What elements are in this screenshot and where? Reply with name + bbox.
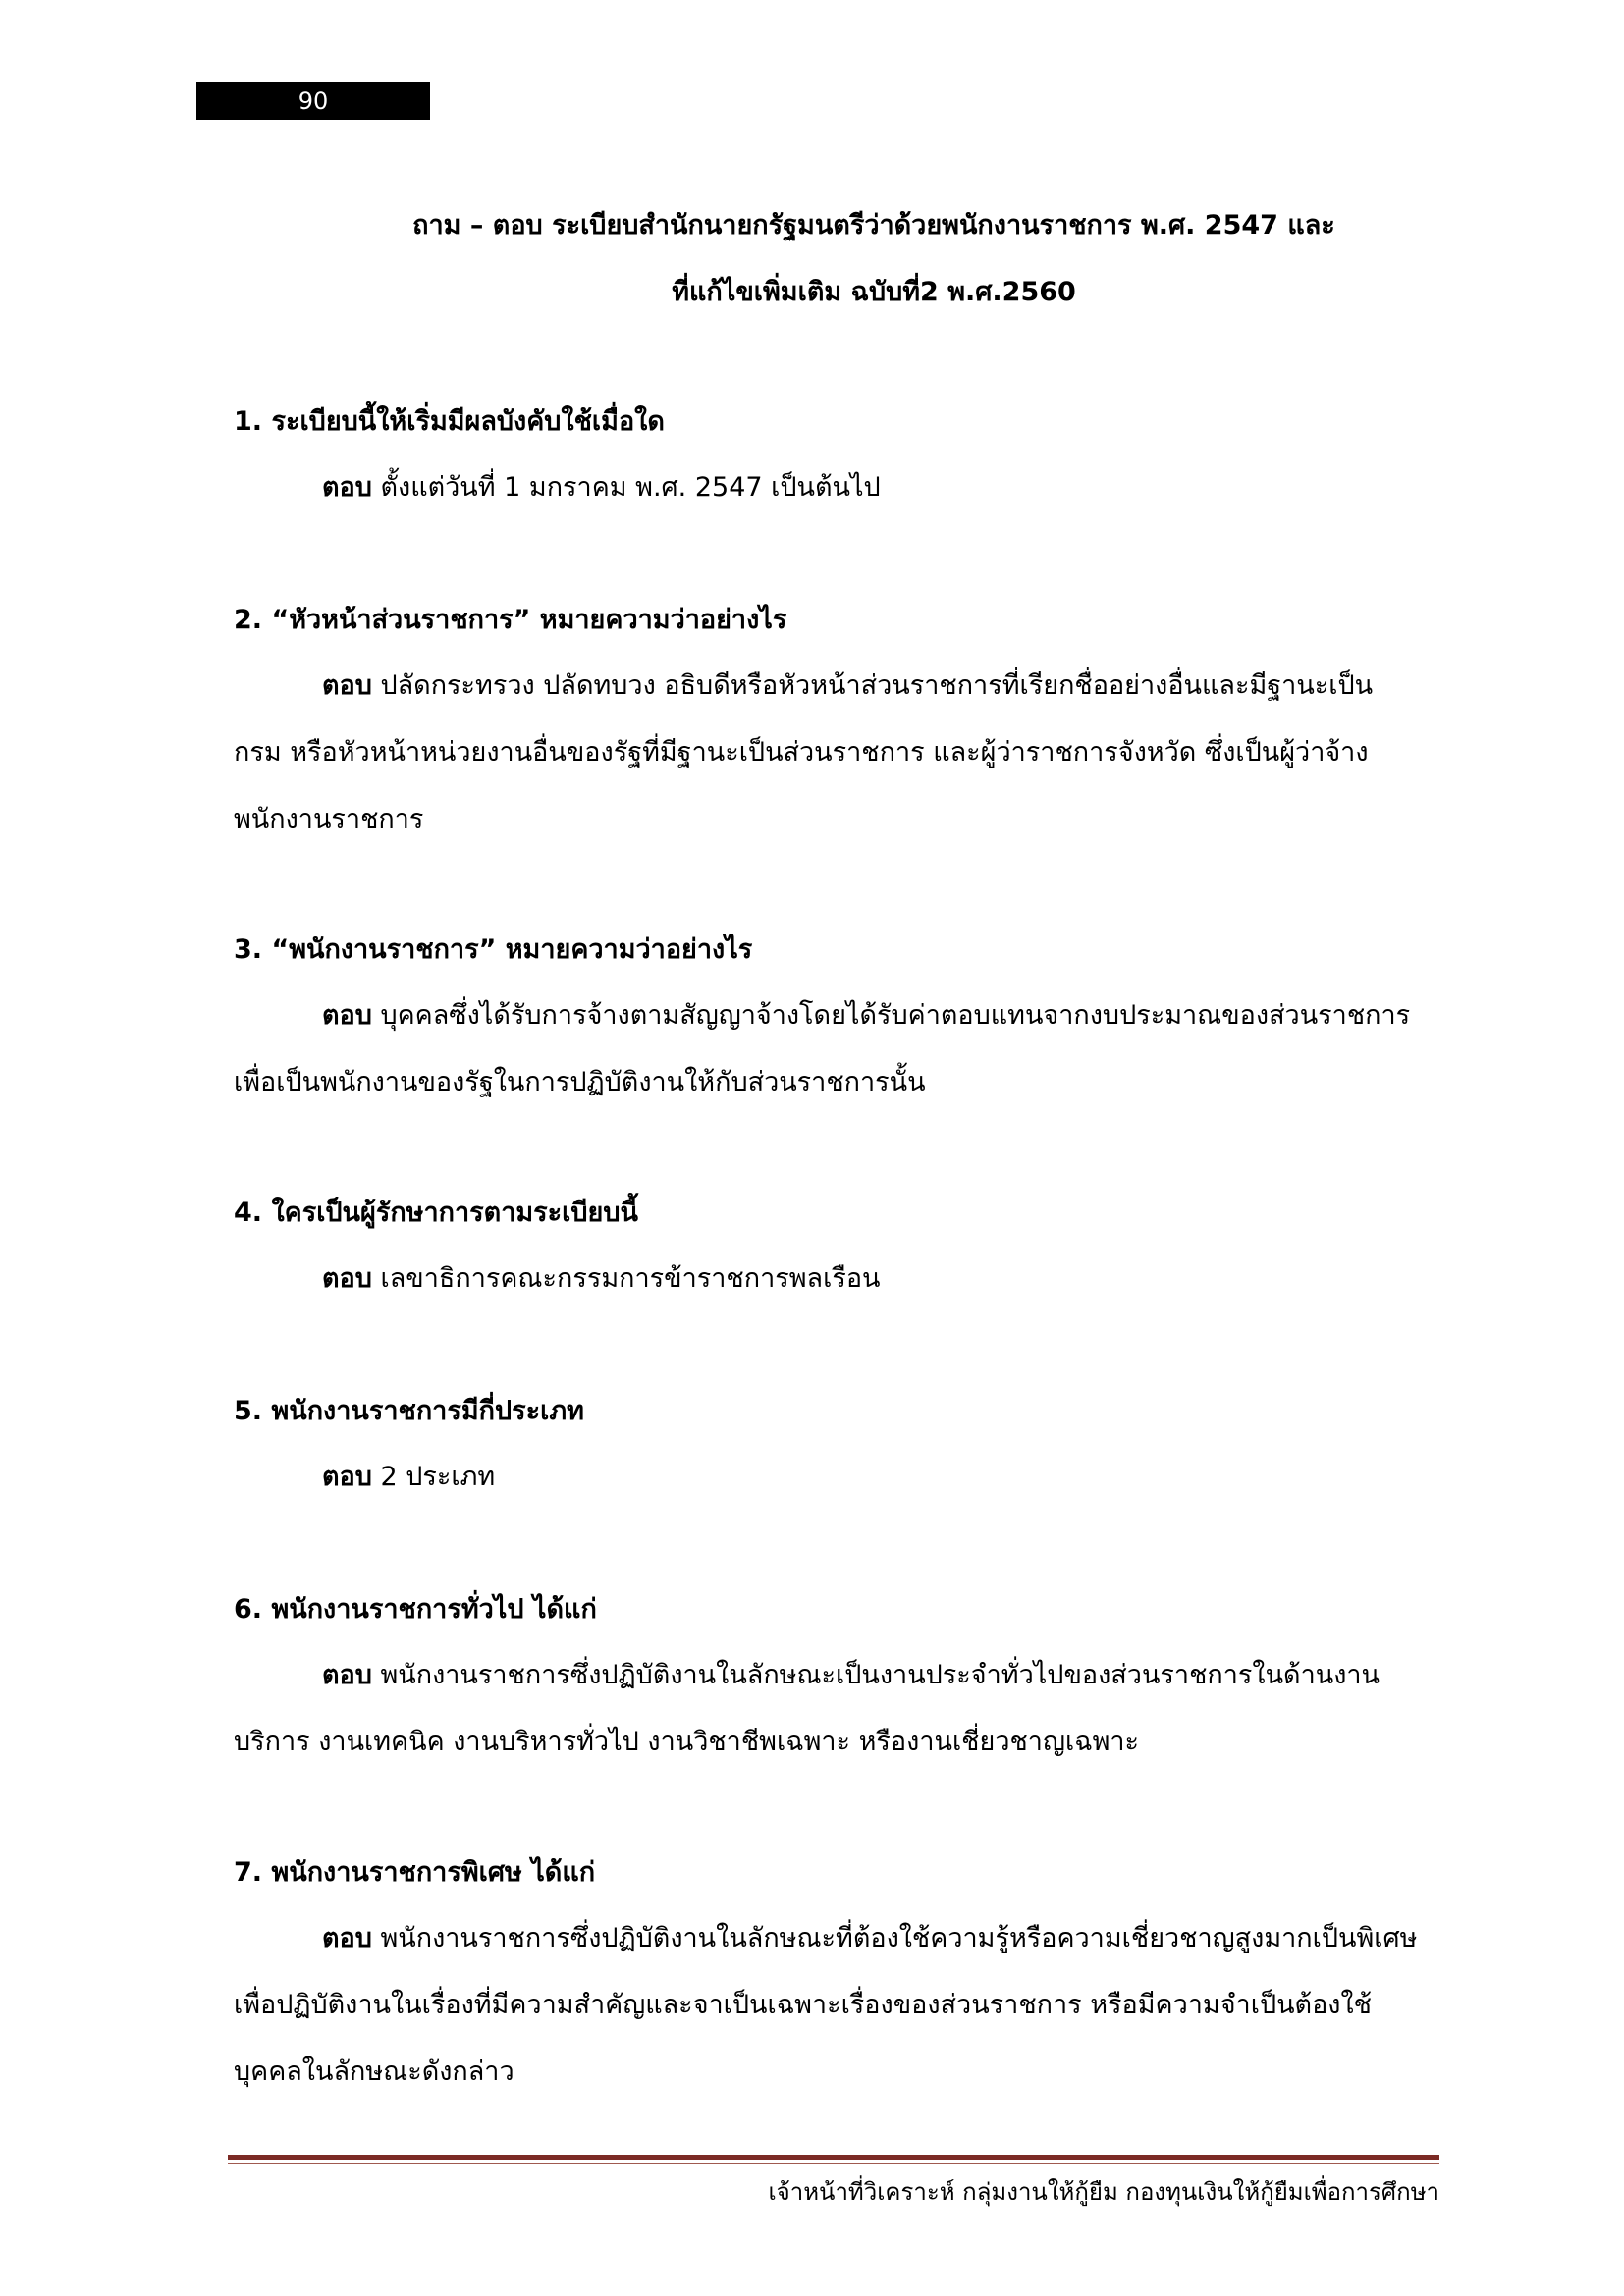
document-title-line-2: ที่แก้ไขเพิ่มเติม ฉบับที่2 พ.ศ.2560: [672, 277, 1076, 307]
answer-line: เพื่อปฏิบัติงานในเรื่องที่มีความสำคัญและจาเป็นเฉพาะเรื่องของส่วนราชการ หรือมีความจำเป็นต้องใช้: [234, 1990, 1372, 2020]
answer-label: ตอบ: [322, 472, 372, 503]
answer-label: ตอบ: [322, 1923, 372, 1953]
answer-7: [234, 1905, 1432, 2106]
question-4: 4. ใครเป็นผู้รักษาการตามระเบียบนี้: [234, 1198, 638, 1228]
answer-5: [234, 1444, 1432, 1511]
answer-label: ตอบ: [322, 1660, 372, 1690]
question-1: 1. ระเบียบนี้ให้เริ่มมีผลบังคับใช้เมื่อใด: [234, 406, 665, 437]
answer-line: [234, 454, 1432, 521]
answer-line: [234, 1905, 1432, 1972]
footer-divider-thin: [228, 2163, 1439, 2164]
answer-text: พนักงานราชการซึ่งปฏิบัติงานในลักษณะเป็นงานประจำทั่วไปของส่วนราชการในด้านงาน: [380, 1660, 1380, 1690]
answer-line: [234, 983, 1432, 1049]
answer-text: พนักงานราชการซึ่งปฏิบัติงานในลักษณะที่ต้องใช้ความรู้หรือความเชี่ยวชาญสูงมากเป็นพิเศษ: [380, 1923, 1418, 1953]
answer-text: 2 ประเภท: [380, 1462, 496, 1492]
answer-text: บุคคลซึ่งได้รับการจ้างตามสัญญาจ้างโดยได้รับค่าตอบแทนจากงบประมาณของส่วนราชการ: [380, 1000, 1411, 1031]
question-5: 5. พนักงานราชการมีกี่ประเภท: [234, 1396, 584, 1426]
document-title-line-1: ถาม – ตอบ ระเบียบสำนักนายกรัฐมนตรีว่าด้วยพนักงานราชการ พ.ศ. 2547 และ: [412, 210, 1335, 240]
answer-line: [234, 1444, 1432, 1511]
answer-label: ตอบ: [322, 1462, 372, 1492]
footer-divider: [228, 2155, 1439, 2160]
question-3: 3. “พนักงานราชการ” หมายความว่าอย่างไร: [234, 934, 753, 965]
answer-6: [234, 1642, 1432, 1776]
answer-line: พนักงานราชการ: [234, 804, 424, 834]
answer-text: ตั้งแต่วันที่ 1 มกราคม พ.ศ. 2547 เป็นต้นไป: [380, 472, 881, 503]
answer-label: ตอบ: [322, 1263, 372, 1294]
answer-label: ตอบ: [322, 1000, 372, 1031]
answer-1: [234, 454, 1432, 521]
question-7: 7. พนักงานราชการพิเศษ ได้แก่: [234, 1857, 596, 1888]
question-2: 2. “หัวหน้าส่วนราชการ” หมายความว่าอย่างไร: [234, 605, 787, 635]
question-6: 6. พนักงานราชการทั่วไป ได้แก่: [234, 1594, 597, 1625]
answer-text: เลขาธิการคณะกรรมการข้าราชการพลเรือน: [380, 1263, 881, 1294]
page-footer: เจ้าหน้าที่วิเคราะห์ กลุ่มงานให้กู้ยืม กองทุนเงินให้กู้ยืมเพื่อการศึกษา: [768, 2178, 1439, 2206]
answer-line: กรม หรือหัวหน้าหน่วยงานอื่นของรัฐที่มีฐานะเป็นส่วนราชการ และผู้ว่าราชการจังหวัด ซึ่งเป็นผู้ว่าจ้าง: [234, 737, 1369, 768]
answer-line: บุคคลในลักษณะดังกล่าว: [234, 2056, 514, 2087]
answer-3: [234, 983, 1432, 1116]
answer-line: บริการ งานเทคนิค งานบริหารทั่วไป งานวิชาชีพเฉพาะ หรืองานเชี่ยวชาญเฉพาะ: [234, 1727, 1140, 1757]
answer-label: ตอบ: [322, 670, 372, 701]
answer-line: [234, 1246, 1432, 1312]
answer-4: [234, 1246, 1432, 1312]
answer-2: [234, 653, 1432, 853]
answer-line: เพื่อเป็นพนักงานของรัฐในการปฏิบัติงานให้กับส่วนราชการนั้น: [234, 1067, 926, 1097]
answer-text: ปลัดกระทรวง ปลัดทบวง อธิบดีหรือหัวหน้าส่วนราชการที่เรียกชื่ออย่างอื่นและมีฐานะเป็น: [380, 670, 1374, 701]
page-number: 90: [196, 82, 430, 120]
answer-line: [234, 653, 1432, 720]
answer-line: [234, 1642, 1432, 1709]
